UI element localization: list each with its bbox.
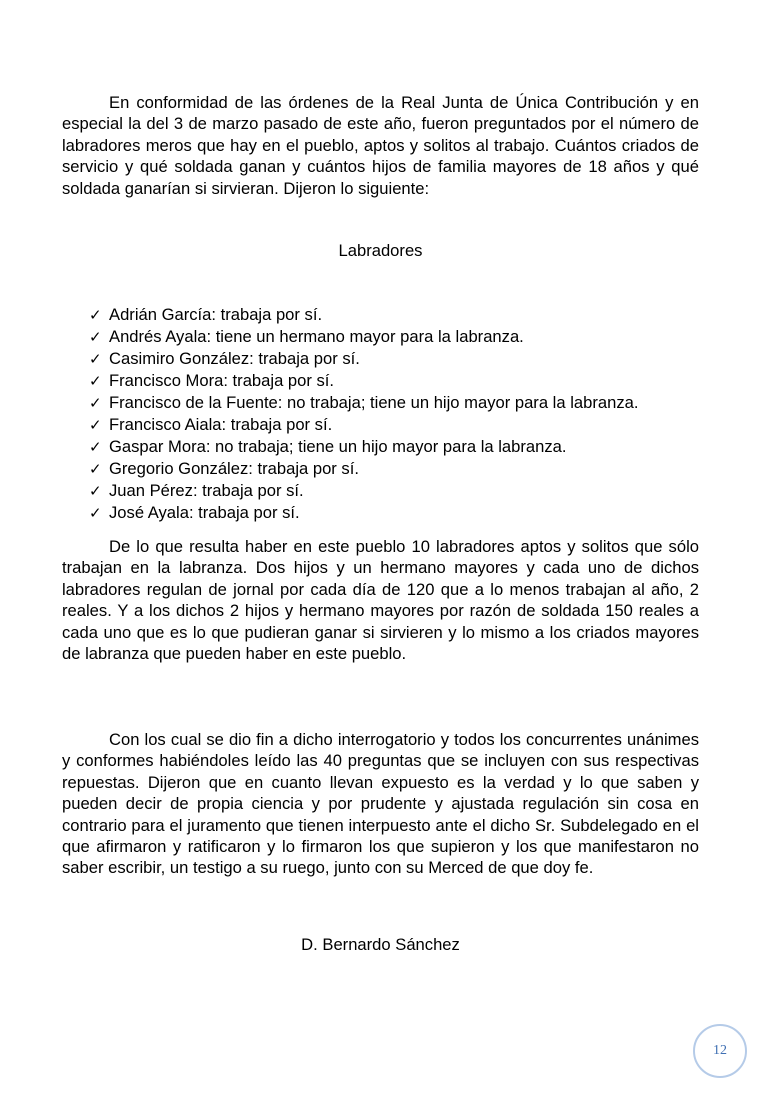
section-heading: Labradores bbox=[338, 241, 423, 260]
check-icon: ✓ bbox=[89, 504, 102, 522]
signature: D. Bernardo Sánchez bbox=[301, 935, 460, 954]
list-item-text: Juan Pérez: trabaja por sí. bbox=[109, 481, 304, 500]
list-item-text: Casimiro González: trabaja por sí. bbox=[109, 349, 360, 368]
labradores-list bbox=[89, 304, 638, 524]
list-item bbox=[89, 436, 638, 458]
list-item-text: José Ayala: trabaja por sí. bbox=[109, 503, 300, 522]
list-item bbox=[89, 480, 638, 502]
check-icon: ✓ bbox=[89, 306, 102, 324]
list-item-text: Gregorio González: trabaja por sí. bbox=[109, 459, 359, 478]
list-item bbox=[89, 392, 638, 414]
check-icon: ✓ bbox=[89, 394, 102, 412]
list-item-text: Gaspar Mora: no trabaja; tiene un hijo mayor para la labranza. bbox=[109, 437, 567, 456]
list-item bbox=[89, 370, 638, 392]
list-item-text: Francisco de la Fuente: no trabaja; tiene un hijo mayor para la labranza. bbox=[109, 393, 639, 412]
list-item bbox=[89, 348, 638, 370]
list-item bbox=[89, 326, 638, 348]
intro-paragraph: En conformidad de las órdenes de la Real Junta de Única Contribución y en especial la del 3 de marzo pasado de este año, fueron preguntados por el número de labradores meros que hay en el pueblo, aptos y solitos al trabajo. Cuántos criados de servicio y qué soldada ganan y cuántos hijos de familia mayores de 18 años y qué soldada ganarían si sirvieran. Dijeron lo siguiente: bbox=[62, 93, 699, 198]
page-number-badge bbox=[693, 1024, 747, 1078]
list-item bbox=[89, 414, 638, 436]
list-item-text: Francisco Mora: trabaja por sí. bbox=[109, 371, 335, 390]
summary-paragraph: De lo que resulta haber en este pueblo 10 labradores aptos y solitos que sólo trabajan en la labranza. Dos hijos y un hermano mayores y cada uno de dichos labradores regulan de jornal por cada día de 120 que a lo menos trabajan al año, 2 reales. Y a los dichos 2 hijos y hermano mayores por razón de soldada 150 reales a cada uno que es lo que pudieran ganar si sirvieren y lo mismo a los criados mayores de labranza que pueden haber en este pueblo. bbox=[62, 537, 699, 664]
check-icon: ✓ bbox=[89, 350, 102, 368]
list-item-text: Francisco Aiala: trabaja por sí. bbox=[109, 415, 333, 434]
check-icon: ✓ bbox=[89, 328, 102, 346]
list-item bbox=[89, 458, 638, 480]
list-item-text: Andrés Ayala: tiene un hermano mayor para la labranza. bbox=[109, 327, 524, 346]
check-icon: ✓ bbox=[89, 438, 102, 456]
list-item bbox=[89, 502, 638, 524]
check-icon: ✓ bbox=[89, 460, 102, 478]
check-icon: ✓ bbox=[89, 372, 102, 390]
list-item bbox=[89, 304, 638, 326]
list-item-text: Adrián García: trabaja por sí. bbox=[109, 305, 323, 324]
check-icon: ✓ bbox=[89, 416, 102, 434]
check-icon: ✓ bbox=[89, 482, 102, 500]
closing-paragraph: Con los cual se dio fin a dicho interrogatorio y todos los concurrentes unánimes y conformes habiéndoles leído las 40 preguntas que se incluyen con sus respectivas repuestas. Dijeron que en cuanto llevan expuesto es la verdad y lo que saben y pueden decir de propia ciencia y por prudente y ajustada regulación sin cosa en contrario para el juramento que tienen interpuesto ante el dicho Sr. Subdelegado en el que afirmaron y ratificaron y lo firmaron los que supieron y los que manifestaron no saber escribir, un testigo a su ruego, junto con su Merced de que doy fe. bbox=[62, 730, 699, 878]
page-number: 12 bbox=[713, 1043, 727, 1058]
